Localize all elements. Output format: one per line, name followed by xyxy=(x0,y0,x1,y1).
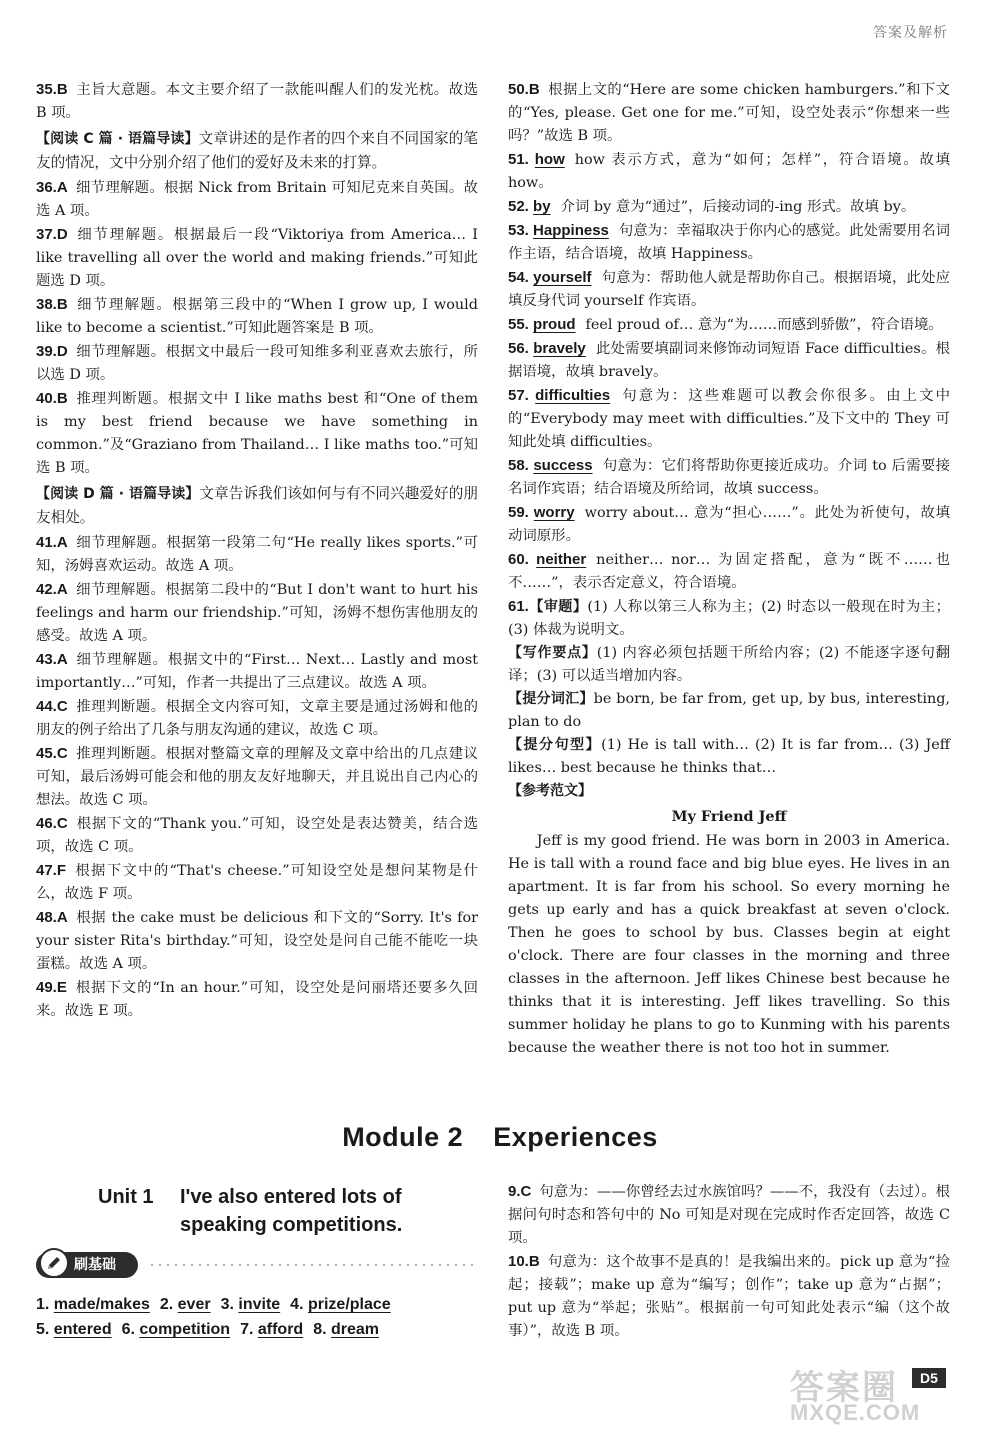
answer-letter: C xyxy=(56,698,68,715)
question-number: 9. xyxy=(508,1183,521,1200)
answer-item xyxy=(508,1250,950,1343)
essay-title: My Friend Jeff xyxy=(671,808,787,825)
answer-item xyxy=(36,578,478,648)
answer-item xyxy=(508,219,950,266)
explanation-text: 句意为：这个故事不是真的！是我编出来的。pick up 意为“捡起；接载”；make up 意为“编写；创作”；take up 意为“占据”；put up 意为“举起；张贴”。根据前一句可知此处表示“编（这个故事）”，故选 B 项。 xyxy=(508,1254,950,1339)
answer-item xyxy=(508,148,950,195)
unit-title xyxy=(98,1183,478,1239)
guide-tag: 【阅读 C 篇 · 语篇导读】 xyxy=(36,131,199,147)
question-number: 60. xyxy=(508,551,537,568)
guide-tag: 【阅读 D 篇 · 语篇导读】 xyxy=(36,486,200,502)
fill-number: 6. xyxy=(121,1321,140,1338)
reading-guide xyxy=(36,482,478,529)
guide-text: 文章告诉我们该如何与有不同兴趣爱好的朋友相处。 xyxy=(36,485,478,526)
explanation-text: 根据下文中的“That's cheese.”可知设空处是想问某物是什么，故选 F 项。 xyxy=(36,863,478,902)
question-number: 53. xyxy=(508,222,534,239)
fill-number: 5. xyxy=(36,1321,54,1338)
answer-item xyxy=(508,454,950,501)
explanation-text: neither… nor… 为固定搭配，意为“既不……也不……”，表示否定意义，符合语境。 xyxy=(508,552,950,591)
writing-tag: 【提分词汇】 xyxy=(508,691,594,707)
unit-label: Unit 1 xyxy=(98,1186,154,1208)
page-number: D5 xyxy=(912,1368,946,1388)
writing-note xyxy=(508,734,950,780)
question-number: 10. xyxy=(508,1253,529,1270)
explanation-text: 介词 by 意为“通过”，后接动词的-ing 形式。故填 by。 xyxy=(560,199,916,215)
question-number: 38. xyxy=(36,296,57,313)
answer-letter: B xyxy=(528,1253,540,1270)
explanation-text: how 表示方式，意为“如何；怎样”，符合语境。故填 how。 xyxy=(508,152,950,191)
reading-guide xyxy=(36,127,478,174)
writing-tag: 【提分句型】 xyxy=(508,737,602,753)
answer-item xyxy=(36,223,478,293)
answer-letter: B xyxy=(56,296,68,313)
unit-title-line2: speaking competitions. xyxy=(180,1214,403,1236)
writing-text: (1) He is tall with… (2) It is far from… (3) Jeff likes… best because he thinks that… xyxy=(508,737,951,776)
writing-tag: 【审题】 xyxy=(528,599,588,615)
answer-word: neither xyxy=(536,551,587,568)
section-badge xyxy=(36,1252,138,1278)
answer-item xyxy=(36,742,478,812)
fill-number: 2. xyxy=(159,1296,178,1313)
dotted-divider xyxy=(148,1264,478,1266)
fill-word: ever xyxy=(177,1296,211,1313)
fill-word: afford xyxy=(257,1321,304,1338)
answer-letter: A xyxy=(56,909,68,926)
question-number: 55. xyxy=(508,316,534,333)
section-header: 答案及解析 xyxy=(873,25,948,41)
fill-number: 3. xyxy=(220,1296,239,1313)
answer-item xyxy=(508,195,950,219)
answer-letter: F xyxy=(56,862,67,879)
answer-item xyxy=(36,859,478,906)
explanation-text: 细节理解题。根据文中的“First… Next… Lastly and most importantly…”可知，作者一共提出了三点建议。故选 A 项。 xyxy=(36,652,478,691)
unit-title-line1: I've also entered lots of xyxy=(180,1186,402,1208)
answer-item xyxy=(36,340,478,387)
guide-text: 文章讲述的是作者的四个来自不同国家的笔友的情况，文中分别介绍了他们的爱好及未来的打算。 xyxy=(36,130,478,171)
answer-word: success xyxy=(533,457,593,474)
explanation-text: 句意为：这些难题可以教会你很多。由上文中的“Everybody may meet with difficulties.”及下文中的 They 可知此处填 difficulties。 xyxy=(508,388,950,450)
writing-tag: 【参考范文】 xyxy=(508,783,592,799)
explanation-text: feel proud of… 意为“为……而感到骄傲”，符合语境。 xyxy=(585,317,943,333)
explanation-text: 细节理解题。根据第一段第二句“He really likes sports.”可知，汤姆喜欢运动。故选 A 项。 xyxy=(36,535,478,574)
fill-number: 8. xyxy=(313,1321,331,1338)
answer-item xyxy=(508,1180,950,1250)
module-label: Module 2 xyxy=(342,1122,464,1152)
answer-letter: B xyxy=(56,81,68,98)
badge-label: 刷基础 xyxy=(74,1257,116,1273)
answer-item xyxy=(36,78,478,125)
explanation-text: 细节理解题。根据第二段中的“But I don't want to hurt his feelings and harm our friendship.”可知，汤姆不想伤害他朋友的感受。故选 A 项。 xyxy=(36,582,478,644)
answer-word: worry xyxy=(533,504,575,521)
answer-item xyxy=(36,695,478,742)
question-number: 57. xyxy=(508,387,536,404)
question-number: 54. xyxy=(508,269,534,286)
section-badge-row xyxy=(36,1252,478,1284)
question-number: 50. xyxy=(508,81,529,98)
left-column xyxy=(36,78,478,1023)
explanation-text: 句意为：幸福取决于你内心的感觉。此处需要用名词作主语，结合语境，故填 Happiness。 xyxy=(508,223,950,262)
question-number: 40. xyxy=(36,390,57,407)
answer-item xyxy=(508,548,950,595)
fill-answers xyxy=(36,1292,496,1342)
explanation-text: 根据下文的“Thank you.”可知，设空处是表达赞美，结合选项，故选 C 项。 xyxy=(36,816,478,855)
answer-item xyxy=(508,595,950,642)
question-number: 61. xyxy=(508,598,529,615)
fill-number: 7. xyxy=(240,1321,258,1338)
question-number: 41. xyxy=(36,534,57,551)
explanation-text: 句意为：——你曾经去过水族馆吗？——不，我没有（去过）。根据问句时态和答句中的 No 可知是对现在完成时作否定回答，故选 C 项。 xyxy=(508,1184,950,1246)
question-number: 52. xyxy=(508,198,534,215)
writing-note xyxy=(508,642,950,688)
question-number: 49. xyxy=(36,979,57,996)
explanation-text: 推理判断题。根据对整篇文章的理解及文章中给出的几点建议可知，最后汤姆可能会和他的朋友友好地聊天，并且说出自己内心的想法。故选 C 项。 xyxy=(36,746,478,808)
question-number: 45. xyxy=(36,745,57,762)
answer-letter: C xyxy=(520,1183,532,1200)
explanation-text: 根据 the cake must be delicious 和下文的“Sorry. It's for your sister Rita's birthday.”可知，设空处是问自己能不能吃一块蛋糕。故选 A 项。 xyxy=(36,910,478,972)
question-number: 47. xyxy=(36,862,57,879)
question-number: 36. xyxy=(36,179,57,196)
question-number: 48. xyxy=(36,909,57,926)
answer-word: how xyxy=(534,151,565,168)
answer-item xyxy=(36,293,478,340)
explanation-text: 细节理解题。根据文中最后一段可知维多利亚喜欢去旅行，所以选 D 项。 xyxy=(36,344,478,383)
answer-word: proud xyxy=(533,316,576,333)
answer-item xyxy=(36,976,478,1023)
explanation-text: 推理判断题。根据全文内容可知，文章主要是通过汤姆和他的朋友的例子给出了几条与朋友沟通的建议，故选 C 项。 xyxy=(36,699,478,738)
answer-letter: D xyxy=(56,343,68,360)
question-number: 35. xyxy=(36,81,57,98)
fill-word: invite xyxy=(238,1296,281,1313)
answer-word: Happiness xyxy=(533,222,609,239)
fill-row xyxy=(36,1317,496,1342)
answer-item xyxy=(36,176,478,223)
explanation-text: 主旨大意题。本文主要介绍了一款能叫醒人们的发光枕。故选 B 项。 xyxy=(36,82,478,121)
answer-item xyxy=(36,531,478,578)
answer-item xyxy=(36,648,478,695)
answer-letter: E xyxy=(56,979,67,996)
question-number: 43. xyxy=(36,651,57,668)
question-number: 56. xyxy=(508,340,534,357)
fill-number: 4. xyxy=(290,1296,308,1313)
explanation-text: worry about… 意为“担心……”。此处为祈使句，故填动词原形。 xyxy=(508,505,950,544)
fill-word: competition xyxy=(139,1321,231,1338)
bottom-right-column xyxy=(508,1180,950,1343)
pencil-icon xyxy=(39,1248,69,1278)
answer-item xyxy=(508,384,950,454)
explanation-text: 细节理解题。根据 Nick from Britain 可知尼克来自英国。故选 A 项。 xyxy=(36,180,478,219)
answer-letter: C xyxy=(56,745,68,762)
answer-item xyxy=(508,78,950,148)
question-number: 59. xyxy=(508,504,534,521)
answer-letter: A xyxy=(56,179,68,196)
question-number: 51. xyxy=(508,151,535,168)
answer-item xyxy=(36,387,478,480)
answer-letter: A xyxy=(56,534,68,551)
answer-item xyxy=(36,812,478,859)
fill-word: prize/place xyxy=(307,1296,391,1313)
answer-letter: B xyxy=(56,390,68,407)
explanation-text: 细节理解题。根据第三段中的“When I grow up, I would like to become a scientist.”可知此题答案是 B 项。 xyxy=(36,297,478,336)
answer-letter: A xyxy=(56,581,68,598)
fill-word: made/makes xyxy=(53,1296,150,1313)
answer-item xyxy=(508,501,950,548)
fill-word: dream xyxy=(330,1321,380,1338)
answer-word: by xyxy=(533,198,551,215)
answer-item xyxy=(508,337,950,384)
answer-letter: D xyxy=(56,226,68,243)
explanation-text: 句意为：帮助他人就是帮助你自己。根据语境，此处应填反身代词 yourself 作宾语。 xyxy=(508,270,950,309)
question-number: 58. xyxy=(508,457,534,474)
explanation-text: 句意为：它们将帮助你更接近成功。介词 to 后需要接名词作宾语；结合语境及所给词，故填 success。 xyxy=(508,458,950,497)
answer-word: difficulties xyxy=(535,387,611,404)
answer-word: bravely xyxy=(533,340,586,357)
question-number: 37. xyxy=(36,226,57,243)
question-number: 46. xyxy=(36,815,57,832)
explanation-text: 此处需要填副词来修饰动词短语 Face difficulties。根据语境，故填 bravely。 xyxy=(508,341,951,380)
explanation-text: 推理判断题。根据文中 I like maths best 和“One of them is my best friend because we have something in common.”及“Graziano from Thailand… I like maths too.”可知选 B 项。 xyxy=(36,391,478,476)
module-name: Experiences xyxy=(493,1122,658,1152)
explanation-text: 细节理解题。根据最后一段“Viktoriya from America… I like travelling all over the world and making friends.”可知此题选 D 项。 xyxy=(36,227,478,289)
writing-note xyxy=(508,780,950,803)
answer-item xyxy=(508,266,950,313)
essay-body: Jeff is my good friend. He was born in 2003 in America. He is tall with a round face and big blue eyes. He lives in an apartment. It is far from his school. So every morning he gets up early and has a quick breakfast at seven o'clock. Then he goes to school by bus. Classes begin at eight o'clock. There are four classes in the morning and three classes in the afternoon. Jeff likes Chinese best because he thinks that it is interesting. Jeff likes travelling. So this summer holiday he plans to go to Kunming with his parents because the weather there is not too hot in summer. xyxy=(508,833,950,1056)
watermark-logo: 答案圈 MXQE.COM xyxy=(790,1369,921,1425)
fill-word: entered xyxy=(53,1321,112,1338)
writing-text: be born, be far from, get up, by bus, interesting, plan to do xyxy=(508,691,951,730)
explanation-text: 根据上文的“Here are some chicken hamburgers.”和下文的“Yes, please. Get one for me.”可知，设空处表示“你想来一些吗？”故选 B 项。 xyxy=(508,82,950,144)
answer-item xyxy=(36,906,478,976)
writing-tag: 【写作要点】 xyxy=(508,645,597,661)
fill-row xyxy=(36,1292,496,1317)
question-number: 44. xyxy=(36,698,57,715)
writing-text: (1) 内容必须包括题干所给内容；(2) 不能逐字逐句翻译；(3) 可以适当增加内容。 xyxy=(508,645,951,684)
fill-number: 1. xyxy=(36,1296,54,1313)
answer-letter: C xyxy=(56,815,68,832)
module-title xyxy=(0,1122,1000,1153)
writing-note xyxy=(508,688,950,734)
writing-text: (1) 人称以第三人称为主；(2) 时态以一般现在时为主；(3) 体裁为说明文。 xyxy=(508,599,951,638)
question-number: 39. xyxy=(36,343,57,360)
answer-letter: A xyxy=(56,651,68,668)
right-column xyxy=(508,78,950,1060)
answer-word: yourself xyxy=(533,269,592,286)
question-number: 42. xyxy=(36,581,57,598)
answer-item xyxy=(508,313,950,337)
explanation-text: 根据下文的“In an hour.”可知，设空处是问丽塔还要多久回来。故选 E 项。 xyxy=(36,980,478,1019)
answer-letter: B xyxy=(528,81,540,98)
